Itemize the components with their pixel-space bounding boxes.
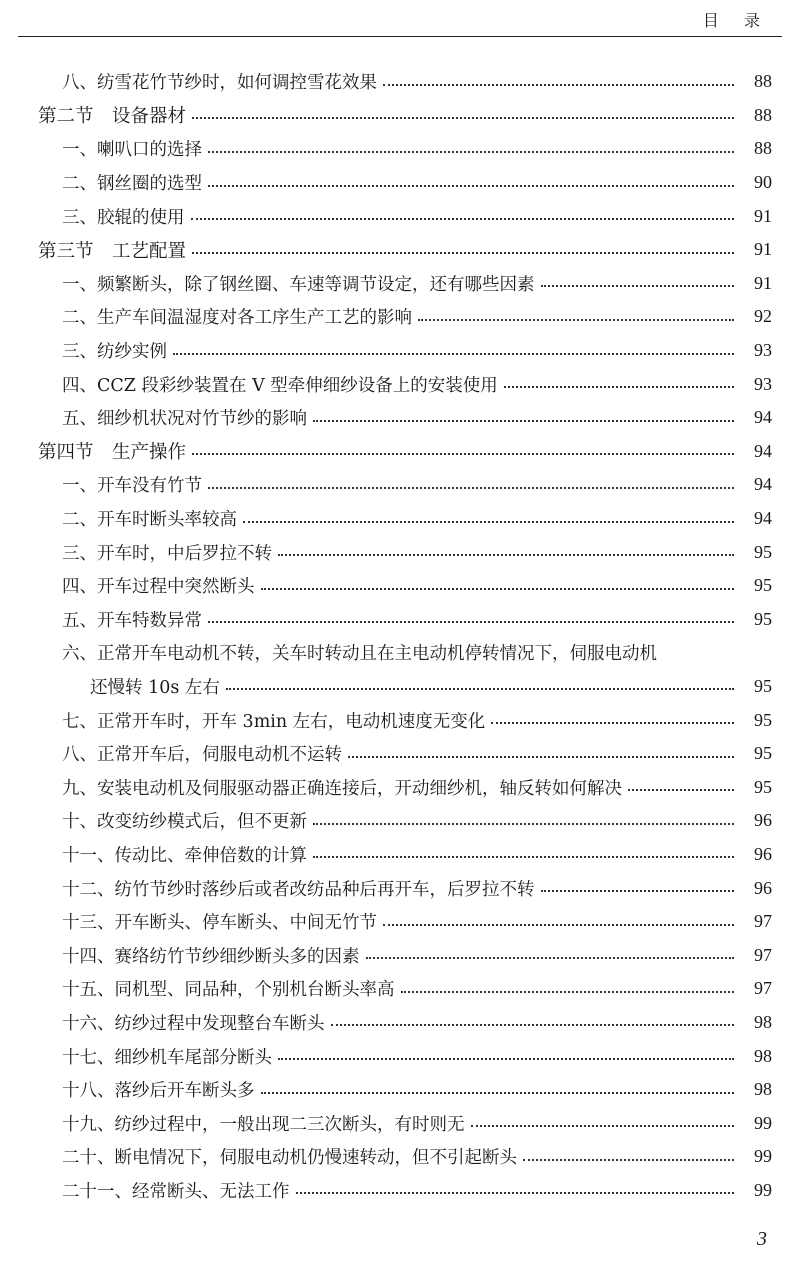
toc-entry-title: 六、正常开车电动机不转，关车时转动且在主电动机停转情况下，伺服电动机 [62, 644, 657, 665]
toc-entry-title: 四、CCZ 段彩纱装置在 V 型牵伸细纱设备上的安装使用 [62, 375, 498, 396]
toc-entry-row [0, 972, 800, 1006]
toc-page-number: 88 [754, 104, 772, 125]
toc-entry-title: 七、正常开车时，开车 3min 左右，电动机速度无变化 [62, 711, 486, 732]
dot-leader [541, 285, 735, 287]
dot-leader [491, 722, 734, 724]
toc-entry-row [0, 401, 800, 435]
table-of-contents [0, 65, 800, 1207]
toc-entry-row [0, 502, 800, 536]
toc-entry-row [0, 871, 800, 905]
toc-entry-title: 十、改变纺纱模式后，但不更新 [62, 812, 307, 833]
toc-entry-title: 五、细纱机状况对竹节纱的影响 [62, 409, 307, 430]
dot-leader [471, 1125, 735, 1127]
toc-entry-title: 二十一、经常断头、无法工作 [62, 1181, 290, 1202]
toc-entry-row [0, 737, 800, 771]
dot-leader [523, 1159, 734, 1161]
toc-entry-title: 九、安装电动机及伺服驱动器正确连接后，开动细纱机，轴反转如何解决 [62, 778, 622, 799]
toc-section-title: 第二节 设备器材 [38, 106, 187, 128]
toc-entry-title: 二、钢丝圈的选型 [62, 174, 202, 195]
toc-page-number: 91 [754, 239, 772, 260]
toc-page-number: 98 [754, 1045, 772, 1066]
toc-entry-row [0, 603, 800, 637]
toc-section-row [0, 435, 800, 469]
toc-entry-title: 一、频繁断头，除了钢丝圈、车速等调节设定，还有哪些因素 [62, 274, 535, 295]
toc-entry-title: 三、纺纱实例 [62, 342, 167, 363]
toc-entry-row [0, 132, 800, 166]
dot-leader [278, 554, 734, 556]
toc-page-number: 91 [754, 272, 772, 293]
dot-leader [504, 386, 734, 388]
toc-page-number: 93 [754, 340, 772, 361]
toc-page-number: 97 [754, 911, 772, 932]
toc-entry-title: 八、正常开车后，伺服电动机不运转 [62, 745, 342, 766]
toc-page-number: 94 [754, 407, 772, 428]
toc-page-number: 95 [754, 541, 772, 562]
toc-page-number: 88 [754, 138, 772, 159]
toc-entry-title: 八、纺雪花竹节纱时，如何调控雪花效果 [62, 73, 377, 94]
toc-entry-row [0, 166, 800, 200]
toc-section-row [0, 99, 800, 133]
toc-page-number: 97 [754, 978, 772, 999]
running-header-title: 目 录 [702, 11, 770, 30]
dot-leader [418, 319, 734, 321]
toc-entry-row [0, 1039, 800, 1073]
dot-leader [313, 420, 734, 422]
toc-entry-row [0, 569, 800, 603]
dot-leader [366, 957, 735, 959]
toc-entry-row [0, 636, 800, 670]
dot-leader [226, 688, 734, 690]
toc-entry-title: 三、胶辊的使用 [62, 207, 185, 228]
dot-leader [208, 185, 734, 187]
toc-entry-title: 十四、赛络纺竹节纱细纱断头多的因素 [62, 946, 360, 967]
dot-leader [313, 823, 734, 825]
toc-page-number: 95 [754, 776, 772, 797]
dot-leader [296, 1192, 735, 1194]
toc-entry-row [0, 670, 800, 704]
toc-entry-title: 二、生产车间温湿度对各工序生产工艺的影响 [62, 308, 412, 329]
dot-leader [192, 252, 734, 254]
toc-entry-title: 十二、纺竹节纱时落纱后或者改纺品种后再开车，后罗拉不转 [62, 879, 535, 900]
toc-entry-row [0, 1073, 800, 1107]
toc-entry-title: 二十、断电情况下，伺服电动机仍慢速转动，但不引起断头 [62, 1148, 517, 1169]
toc-entry-row [0, 300, 800, 334]
toc-entry-row [0, 804, 800, 838]
toc-page-number: 96 [754, 810, 772, 831]
toc-page-number: 99 [754, 1112, 772, 1133]
toc-entry-title: 十九、纺纱过程中，一般出现二三次断头，有时则无 [62, 1114, 465, 1135]
dot-leader [278, 1058, 734, 1060]
dot-leader [383, 924, 734, 926]
toc-entry-title: 十七、细纱机车尾部分断头 [62, 1047, 272, 1068]
toc-page-number: 95 [754, 675, 772, 696]
toc-entry-title: 三、开车时，中后罗拉不转 [62, 543, 272, 564]
toc-entry-row [0, 267, 800, 301]
header-rule [18, 36, 782, 37]
toc-entry-row [0, 1140, 800, 1174]
dot-leader [192, 453, 734, 455]
toc-page-number: 99 [754, 1146, 772, 1167]
dot-leader [191, 218, 735, 220]
dot-leader [313, 856, 734, 858]
dot-leader [208, 487, 734, 489]
toc-page-number: 92 [754, 306, 772, 327]
dot-leader [208, 621, 734, 623]
dot-leader [208, 151, 734, 153]
toc-entry-row [0, 1106, 800, 1140]
toc-entry-row [0, 905, 800, 939]
toc-entry-row [0, 1174, 800, 1208]
toc-entry-title: 十一、传动比、牵伸倍数的计算 [62, 845, 307, 866]
toc-page-number: 91 [754, 205, 772, 226]
toc-page-number: 95 [754, 709, 772, 730]
toc-entry-title: 十六、纺纱过程中发现整台车断头 [62, 1013, 325, 1034]
toc-page-number: 88 [754, 71, 772, 92]
toc-entry-title: 五、开车特数异常 [62, 610, 202, 631]
toc-page-number: 90 [754, 172, 772, 193]
toc-page-number: 94 [754, 474, 772, 495]
dot-leader [541, 890, 735, 892]
page-number: 3 [757, 1228, 767, 1250]
toc-page-number: 95 [754, 608, 772, 629]
toc-section-title: 第三节 工艺配置 [38, 240, 187, 262]
toc-section-title: 第四节 生产操作 [38, 442, 187, 464]
toc-page-number: 95 [754, 743, 772, 764]
toc-page-number: 98 [754, 1079, 772, 1100]
dot-leader [243, 521, 734, 523]
toc-entry-row [0, 703, 800, 737]
toc-entry-row [0, 1006, 800, 1040]
toc-entry-row [0, 65, 800, 99]
toc-entry-row [0, 367, 800, 401]
dot-leader [348, 756, 734, 758]
toc-entry-title: 还慢转 10s 左右 [90, 677, 220, 698]
toc-page-number: 94 [754, 508, 772, 529]
toc-entry-row [0, 199, 800, 233]
toc-entry-title: 四、开车过程中突然断头 [62, 577, 255, 598]
dot-leader [628, 789, 734, 791]
dot-leader [261, 588, 735, 590]
toc-entry-row [0, 468, 800, 502]
toc-entry-row [0, 938, 800, 972]
dot-leader [261, 1092, 735, 1094]
toc-page-number: 96 [754, 877, 772, 898]
toc-page-number: 96 [754, 843, 772, 864]
dot-leader [383, 84, 734, 86]
toc-page-number: 98 [754, 1011, 772, 1032]
toc-entry-title: 二、开车时断头率较高 [62, 510, 237, 531]
toc-entry-title: 十八、落纱后开车断头多 [62, 1081, 255, 1102]
dot-leader [192, 117, 734, 119]
toc-entry-title: 十三、开车断头、停车断头、中间无竹节 [62, 913, 377, 934]
dot-leader [331, 1024, 735, 1026]
toc-entry-row [0, 535, 800, 569]
toc-entry-row [0, 334, 800, 368]
toc-entry-title: 一、喇叭口的选择 [62, 140, 202, 161]
dot-leader [173, 353, 734, 355]
dot-leader [401, 991, 735, 993]
toc-page-number: 93 [754, 373, 772, 394]
toc-page-number: 94 [754, 440, 772, 461]
toc-page-number: 95 [754, 575, 772, 596]
toc-entry-title: 十五、同机型、同品种，个别机台断头率高 [62, 980, 395, 1001]
toc-entry-title: 一、开车没有竹节 [62, 476, 202, 497]
toc-section-row [0, 233, 800, 267]
toc-page-number: 97 [754, 944, 772, 965]
toc-page-number: 99 [754, 1179, 772, 1200]
toc-entry-row [0, 770, 800, 804]
toc-entry-row [0, 838, 800, 872]
